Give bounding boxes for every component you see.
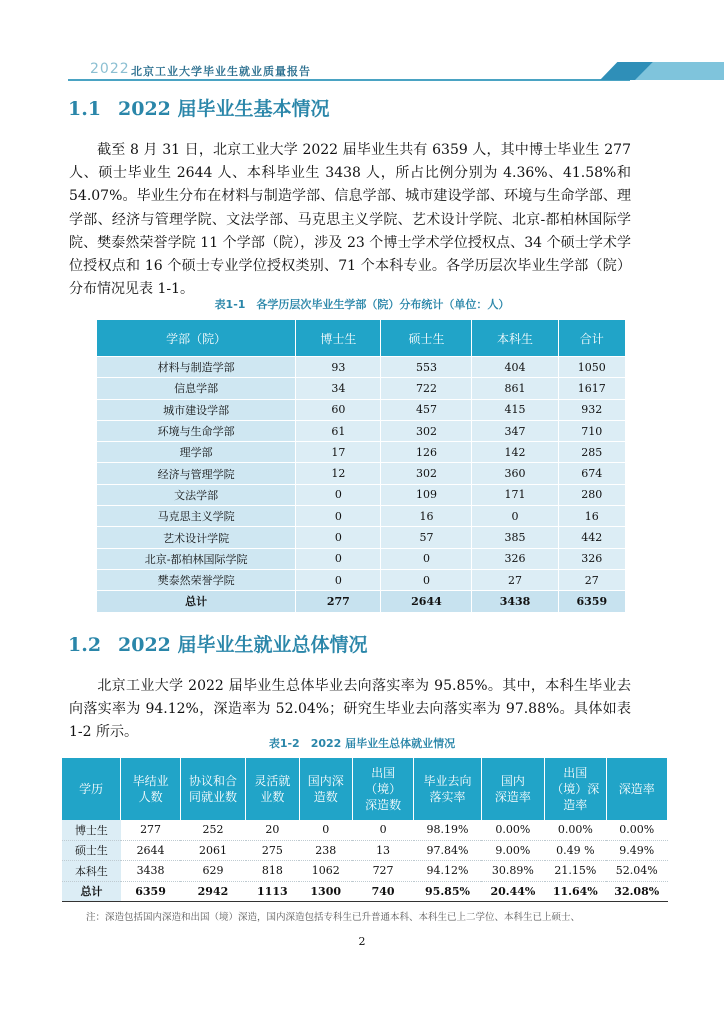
table-1-value-cell: 0 [472,506,558,527]
table-1-unit-cell: 理学部 [97,442,296,463]
table-1-value-cell: 285 [558,442,625,463]
table-1-value-cell: 0 [296,548,381,569]
table-2-value-cell: 20 [246,820,299,840]
table-1-value-cell: 126 [381,442,472,463]
table-1-unit-cell: 环境与生命学部 [97,420,296,441]
table-1-total-cell: 总计 [97,591,296,612]
table-2-header: 灵活就 业数 [246,758,299,820]
table-2-value-cell: 0.00% [545,820,606,840]
table-2-header-row [62,758,668,820]
table-2-value-cell: 9.49% [606,840,668,861]
table-1-value-cell: 360 [472,463,558,484]
table-2-header: 毕业去向 落实率 [414,758,481,820]
table-1-total-cell: 3438 [472,591,558,612]
table-2-total-cell: 总计 [62,881,121,902]
table-row [97,442,626,463]
table-2-value-cell: 629 [180,861,245,882]
section-1-text: 截至 8 月 31 日，北京工业大学 2022 届毕业生共有 6359 人，其中博士毕业生 277 人、硕士毕业生 2644 人、本科毕业生 3438 人，所占比例分别为 4.36%、41.58%和 54.07%。毕业生分布在材料与制造学部、信息学部、城市建设学部、环境与生命学部、理学部、经济与管理学院、文法学部、马克思主义学院、艺术设计学院、北京-都柏林国际学院、樊泰然荣誉学院 11 个学部（院），涉及 23 个博士学术学位授权点、34 个硕士学术学位授权点和 16 个硕士专业学位授权类别、71 个本科专业。各学历层次毕业生学部（院）分布情况见表 1-1。 [69,142,631,298]
table-1-value-cell: 0 [381,548,472,569]
table-1-value-cell: 457 [381,399,472,420]
table-1-value-cell: 280 [558,484,625,505]
table-2-header: 深造率 [606,758,668,820]
table-row [97,506,626,527]
table-1-value-cell: 302 [381,463,472,484]
table-1 [97,320,626,612]
table-1-header: 合计 [558,320,625,357]
table-2-value-cell: 1062 [299,861,352,882]
table-row [97,548,626,569]
table-1-value-cell: 0 [381,569,472,590]
table-1-value-cell: 404 [472,357,558,378]
table-row [97,378,626,399]
table-2-degree-cell: 博士生 [62,820,121,840]
table-row [97,569,626,590]
table-1-value-cell: 27 [472,569,558,590]
table-1-value-cell: 142 [472,442,558,463]
table-2-degree-cell: 本科生 [62,861,121,882]
table-2-header: 毕结业 人数 [121,758,180,820]
table-row [97,463,626,484]
table-2-total-row [62,881,668,902]
section-2-text: 北京工业大学 2022 届毕业生总体毕业去向落实率为 95.85%。其中，本科生毕业去向落实率为 94.12%，深造率为 52.04%；研究生毕业去向落实率为 97.88%。具体如表 1-2 所示。 [69,678,631,741]
table-1-value-cell: 12 [296,463,381,484]
table-1-unit-cell: 北京-都柏林国际学院 [97,548,296,569]
table-row [62,861,668,882]
table-1-value-cell: 710 [558,420,625,441]
table-2-value-cell: 0.00% [606,820,668,840]
table-2-caption: 表1-2 2022 届毕业生总体就业情况 [268,737,456,750]
table-2-value-cell: 97.84% [414,840,481,861]
table-1-value-cell: 171 [472,484,558,505]
table-1-header: 学部（院） [97,320,296,357]
table-2-value-cell: 0.00% [481,820,544,840]
table-2-header: 国内 深造率 [481,758,544,820]
table-2-value-cell: 0 [299,820,352,840]
section-2-heading [68,630,368,657]
table-2-value-cell: 727 [352,861,413,882]
table-2-total-cell: 1113 [246,881,299,902]
table-1-value-cell: 16 [558,506,625,527]
section-1-paragraph [69,139,631,301]
table-1-value-cell: 61 [296,420,381,441]
table-1-unit-cell: 马克思主义学院 [97,506,296,527]
table-1-value-cell: 722 [381,378,472,399]
section-2-title: 2022 届毕业生就业总体情况 [118,634,368,656]
table-1-value-cell: 1050 [558,357,625,378]
header-year: 2022 [90,61,130,77]
table-row [97,399,626,420]
table-1-value-cell: 861 [472,378,558,399]
table-1-value-cell: 0 [296,569,381,590]
header-title: 北京工业大学毕业生就业质量报告 [131,65,311,78]
section-2-number: 1.2 [68,634,102,656]
table-1-value-cell: 302 [381,420,472,441]
table-2-header: 学历 [62,758,121,820]
table-2-header: 出国 （境）深 造率 [545,758,606,820]
table-2-note: 注：深造包括国内深造和出国（境）深造，国内深造包括专科生已升普通本科、本科生已上二学位、本科生已上硕士、 [86,912,581,923]
table-1-value-cell: 57 [381,527,472,548]
table-2-total-cell: 2942 [180,881,245,902]
table-1-total-cell: 277 [296,591,381,612]
table-1-unit-cell: 信息学部 [97,378,296,399]
table-1-value-cell: 1617 [558,378,625,399]
table-2-total-cell: 32.08% [606,881,668,902]
table-1-value-cell: 27 [558,569,625,590]
table-1-value-cell: 415 [472,399,558,420]
section-1-title: 2022 届毕业生基本情况 [118,98,330,120]
page-header [0,0,724,90]
table-row [97,484,626,505]
table-1-value-cell: 932 [558,399,625,420]
table-2-value-cell: 2644 [121,840,180,861]
table-1-header-row [97,320,626,357]
table-1-unit-cell: 材料与制造学部 [97,357,296,378]
table-2-value-cell: 94.12% [414,861,481,882]
table-2-value-cell: 277 [121,820,180,840]
section-1-number: 1.1 [68,98,102,120]
table-1-unit-cell: 经济与管理学院 [97,463,296,484]
table-1-unit-cell: 樊泰然荣誉学院 [97,569,296,590]
table-row [97,357,626,378]
table-2-value-cell: 3438 [121,861,180,882]
table-1-total-cell: 2644 [381,591,472,612]
table-2-value-cell: 275 [246,840,299,861]
table-1-total-cell: 6359 [558,591,625,612]
table-1-header: 本科生 [472,320,558,357]
table-1-value-cell: 17 [296,442,381,463]
table-2-total-cell: 20.44% [481,881,544,902]
table-row [62,820,668,840]
table-2-header: 国内深 造数 [299,758,352,820]
table-2 [62,758,668,902]
table-2-value-cell: 21.15% [545,861,606,882]
section-1-heading [68,94,330,121]
table-2-total-cell: 11.64% [545,881,606,902]
table-2-value-cell: 0.49 % [545,840,606,861]
table-1-value-cell: 326 [558,548,625,569]
table-1-total-row [97,591,626,612]
table-1-value-cell: 385 [472,527,558,548]
table-1-value-cell: 442 [558,527,625,548]
table-2-value-cell: 98.19% [414,820,481,840]
table-1-value-cell: 326 [472,548,558,569]
table-2-value-cell: 238 [299,840,352,861]
table-1-value-cell: 0 [296,527,381,548]
table-2-value-cell: 2061 [180,840,245,861]
table-2-value-cell: 13 [352,840,413,861]
table-1-value-cell: 0 [296,484,381,505]
table-2-value-cell: 9.00% [481,840,544,861]
table-2-total-cell: 740 [352,881,413,902]
table-1-header: 硕士生 [381,320,472,357]
table-1-value-cell: 109 [381,484,472,505]
table-2-value-cell: 52.04% [606,861,668,882]
header-rule [68,79,630,81]
table-2-value-cell: 252 [180,820,245,840]
table-1-caption: 表1-1 各学历层次毕业生学部（院）分布统计（单位：人） [214,298,510,311]
table-2-total-cell: 6359 [121,881,180,902]
table-1-value-cell: 553 [381,357,472,378]
table-row [97,527,626,548]
table-row [62,840,668,861]
table-1-value-cell: 0 [296,506,381,527]
table-1-value-cell: 347 [472,420,558,441]
table-2-value-cell: 30.89% [481,861,544,882]
table-1-unit-cell: 文法学部 [97,484,296,505]
table-2-value-cell: 818 [246,861,299,882]
table-2-header: 协议和合 同就业数 [180,758,245,820]
table-1-header: 博士生 [296,320,381,357]
table-1-value-cell: 674 [558,463,625,484]
table-2-value-cell: 0 [352,820,413,840]
table-2-total-cell: 95.85% [414,881,481,902]
table-1-unit-cell: 城市建设学部 [97,399,296,420]
table-1-value-cell: 93 [296,357,381,378]
table-1-unit-cell: 艺术设计学院 [97,527,296,548]
table-2-total-cell: 1300 [299,881,352,902]
table-1-value-cell: 60 [296,399,381,420]
table-2-header: 出国 （境） 深造数 [352,758,413,820]
table-2-degree-cell: 硕士生 [62,840,121,861]
table-1-value-cell: 34 [296,378,381,399]
page-number: 2 [358,935,366,948]
table-1-value-cell: 16 [381,506,472,527]
table-row [97,420,626,441]
